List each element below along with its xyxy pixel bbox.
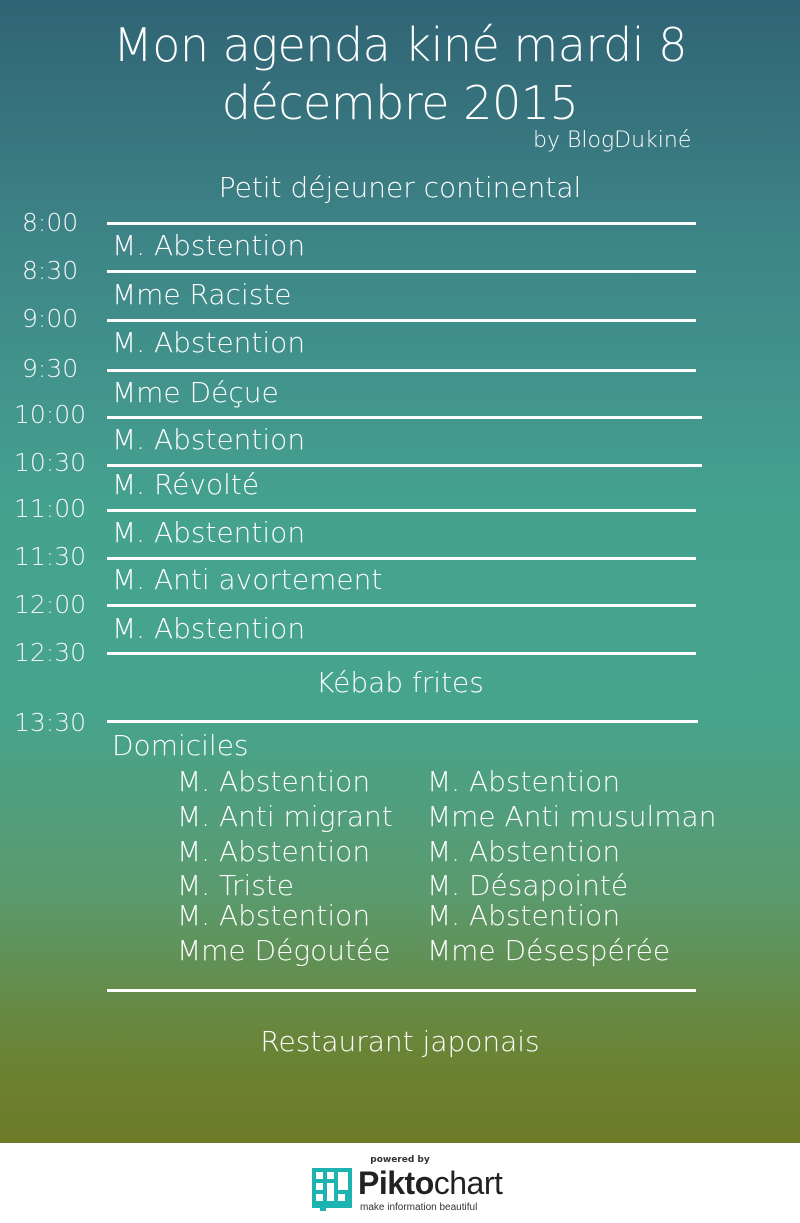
divider xyxy=(107,720,698,723)
domicile-patient: M. Abstention xyxy=(177,835,371,868)
divider xyxy=(107,464,702,467)
divider xyxy=(107,369,696,372)
time-label: 11:00 xyxy=(14,494,87,523)
divider xyxy=(107,652,696,655)
divider xyxy=(107,557,696,560)
brand-bold: Pikto xyxy=(358,1165,434,1201)
domicile-patient: Mme Anti musulman xyxy=(427,800,717,833)
brand-regular: chart xyxy=(433,1165,503,1201)
appointment: M. Abstention xyxy=(112,423,306,456)
domicile-patient: M. Abstention xyxy=(177,899,371,932)
divider xyxy=(107,989,696,992)
domicile-patient: M. Abstention xyxy=(427,899,621,932)
domicile-patient: M. Anti migrant xyxy=(177,800,393,833)
time-label: 10:00 xyxy=(14,400,87,429)
breakfast-label: Petit déjeuner continental xyxy=(218,171,582,204)
dinner-label: Restaurant japonais xyxy=(260,1025,540,1058)
domicile-patient: M. Triste xyxy=(177,869,295,902)
divider xyxy=(107,416,702,419)
domicile-patient: M. Abstention xyxy=(427,835,621,868)
domicile-patient: M. Désapointé xyxy=(427,869,629,902)
time-label: 9:00 xyxy=(22,304,79,333)
domicile-patient: M. Abstention xyxy=(177,765,371,798)
piktochart-wordmark xyxy=(358,1165,502,1202)
divider xyxy=(107,319,696,322)
appointment: M. Abstention xyxy=(112,516,306,549)
domiciles-heading: Domiciles xyxy=(112,729,249,762)
byline: by BlogDukiné xyxy=(533,128,692,153)
time-label: 13:30 xyxy=(14,708,87,737)
piktochart-logo-icon xyxy=(312,1168,352,1212)
time-label: 10:30 xyxy=(14,448,87,477)
domicile-patient: M. Abstention xyxy=(427,765,621,798)
divider xyxy=(107,222,696,225)
title-line-1: Mon agenda kiné mardi 8 xyxy=(113,18,687,72)
time-label: 11:30 xyxy=(14,542,87,571)
divider xyxy=(107,509,696,512)
appointment: M. Abstention xyxy=(112,612,306,645)
appointment: M. Révolté xyxy=(112,468,260,501)
appointment: M. Abstention xyxy=(112,229,306,262)
appointment: M. Anti avortement xyxy=(112,563,383,596)
title-line-2: décembre 2015 xyxy=(221,76,579,130)
time-label: 12:00 xyxy=(14,590,87,619)
domicile-patient: Mme Dégoutée xyxy=(177,934,391,967)
piktochart-tagline: make information beautiful xyxy=(360,1202,478,1213)
appointment: Mme Raciste xyxy=(112,278,292,311)
domicile-patient: Mme Désespérée xyxy=(427,934,671,967)
divider xyxy=(107,604,696,607)
time-label: 9:30 xyxy=(22,354,79,383)
appointment: Mme Déçue xyxy=(112,376,279,409)
time-label: 12:30 xyxy=(14,638,87,667)
powered-by-label: powered by xyxy=(370,1155,430,1165)
divider xyxy=(107,270,696,273)
time-label: 8:00 xyxy=(22,208,79,237)
time-label: 8:30 xyxy=(22,256,79,285)
lunch-label: Kébab frites xyxy=(316,666,484,699)
appointment: M. Abstention xyxy=(112,326,306,359)
piktochart-footer[interactable] xyxy=(0,1143,800,1223)
